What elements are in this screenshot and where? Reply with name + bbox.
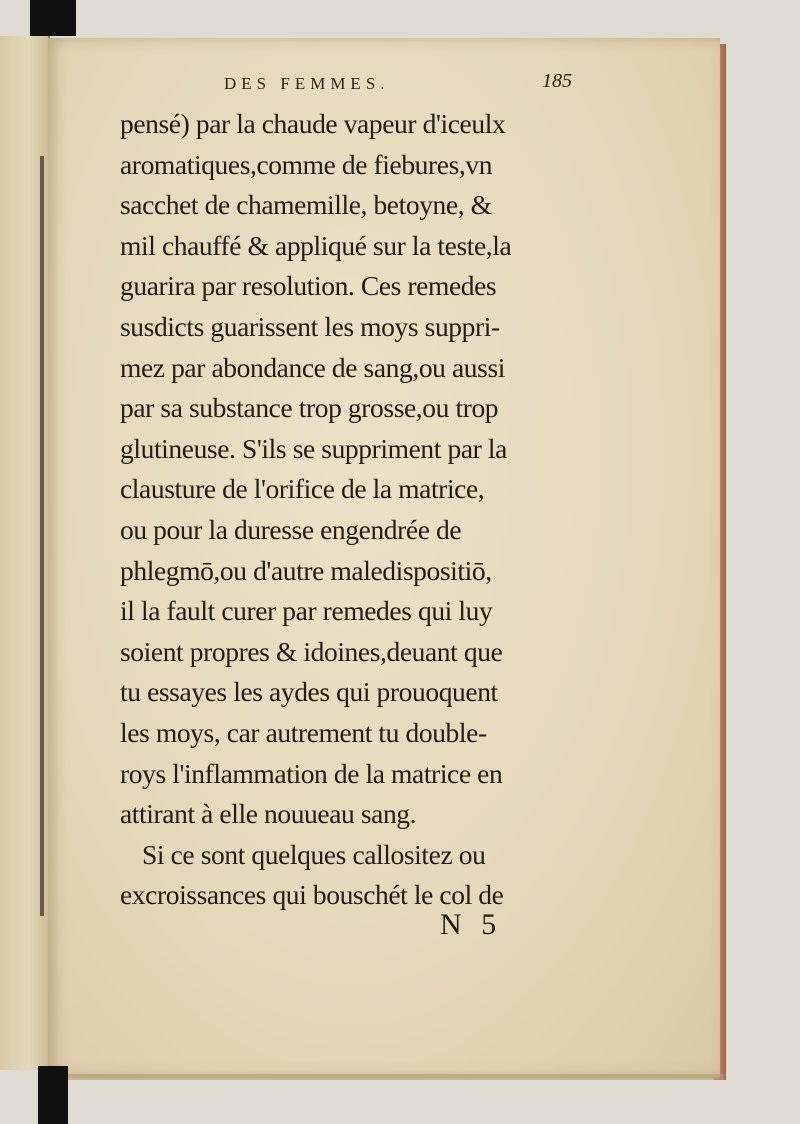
text-line: les moys, car autrement tu double- [120, 716, 487, 748]
text-line: soient propres & idoines,deuant que [120, 635, 503, 667]
text-line: aromatiques,comme de fiebures,vn [120, 148, 493, 180]
text-line: phlegmō,ou d'autre maledispositiō, [120, 554, 492, 586]
text-line: par sa substance trop grosse,ou trop [120, 392, 499, 424]
text-line: susdicts guarissent les moys suppri- [120, 310, 500, 342]
text-line: clausture de l'orifice de la matrice, [120, 473, 485, 505]
text-line: pensé) par la chaude vapeur d'iceulx [120, 108, 506, 139]
text-line: excroissances qui bouschét le col de [120, 879, 504, 911]
running-head: DES FEMMES. [224, 74, 390, 93]
text-line: attirant à elle nouueau sang. [120, 798, 417, 830]
text-line: mez par abondance de sang,ou aussi [120, 351, 506, 383]
text-line: guarira par resolution. Ces remedes [120, 270, 497, 302]
bookmark-ribbon-bottom [38, 1066, 68, 1124]
text-line: il la fault curer par remedes qui luy [120, 595, 493, 627]
text-line: Si ce sont quelques callositez ou [142, 838, 486, 870]
left-page-edge [0, 36, 50, 1070]
signature-mark: N 5 [440, 908, 503, 941]
text-line: glutineuse. S'ils se suppriment par la [120, 432, 507, 464]
text-line: mil chauffé & appliqué sur la teste,la [120, 229, 512, 261]
gutter-shadow [40, 156, 44, 916]
text-line: roys l'inflammation de la matrice en [120, 757, 503, 789]
text-line: sacchet de chamemille, betoyne, & [120, 189, 492, 221]
text-line: tu essayes les aydes qui prouoquent [120, 676, 498, 708]
bookmark-ribbon-top [30, 0, 76, 36]
body-text [120, 104, 590, 916]
page-number: 185 [542, 70, 572, 92]
text-line: ou pour la duresse engendrée de [120, 513, 462, 545]
page-bottom-shadow [48, 1074, 724, 1080]
